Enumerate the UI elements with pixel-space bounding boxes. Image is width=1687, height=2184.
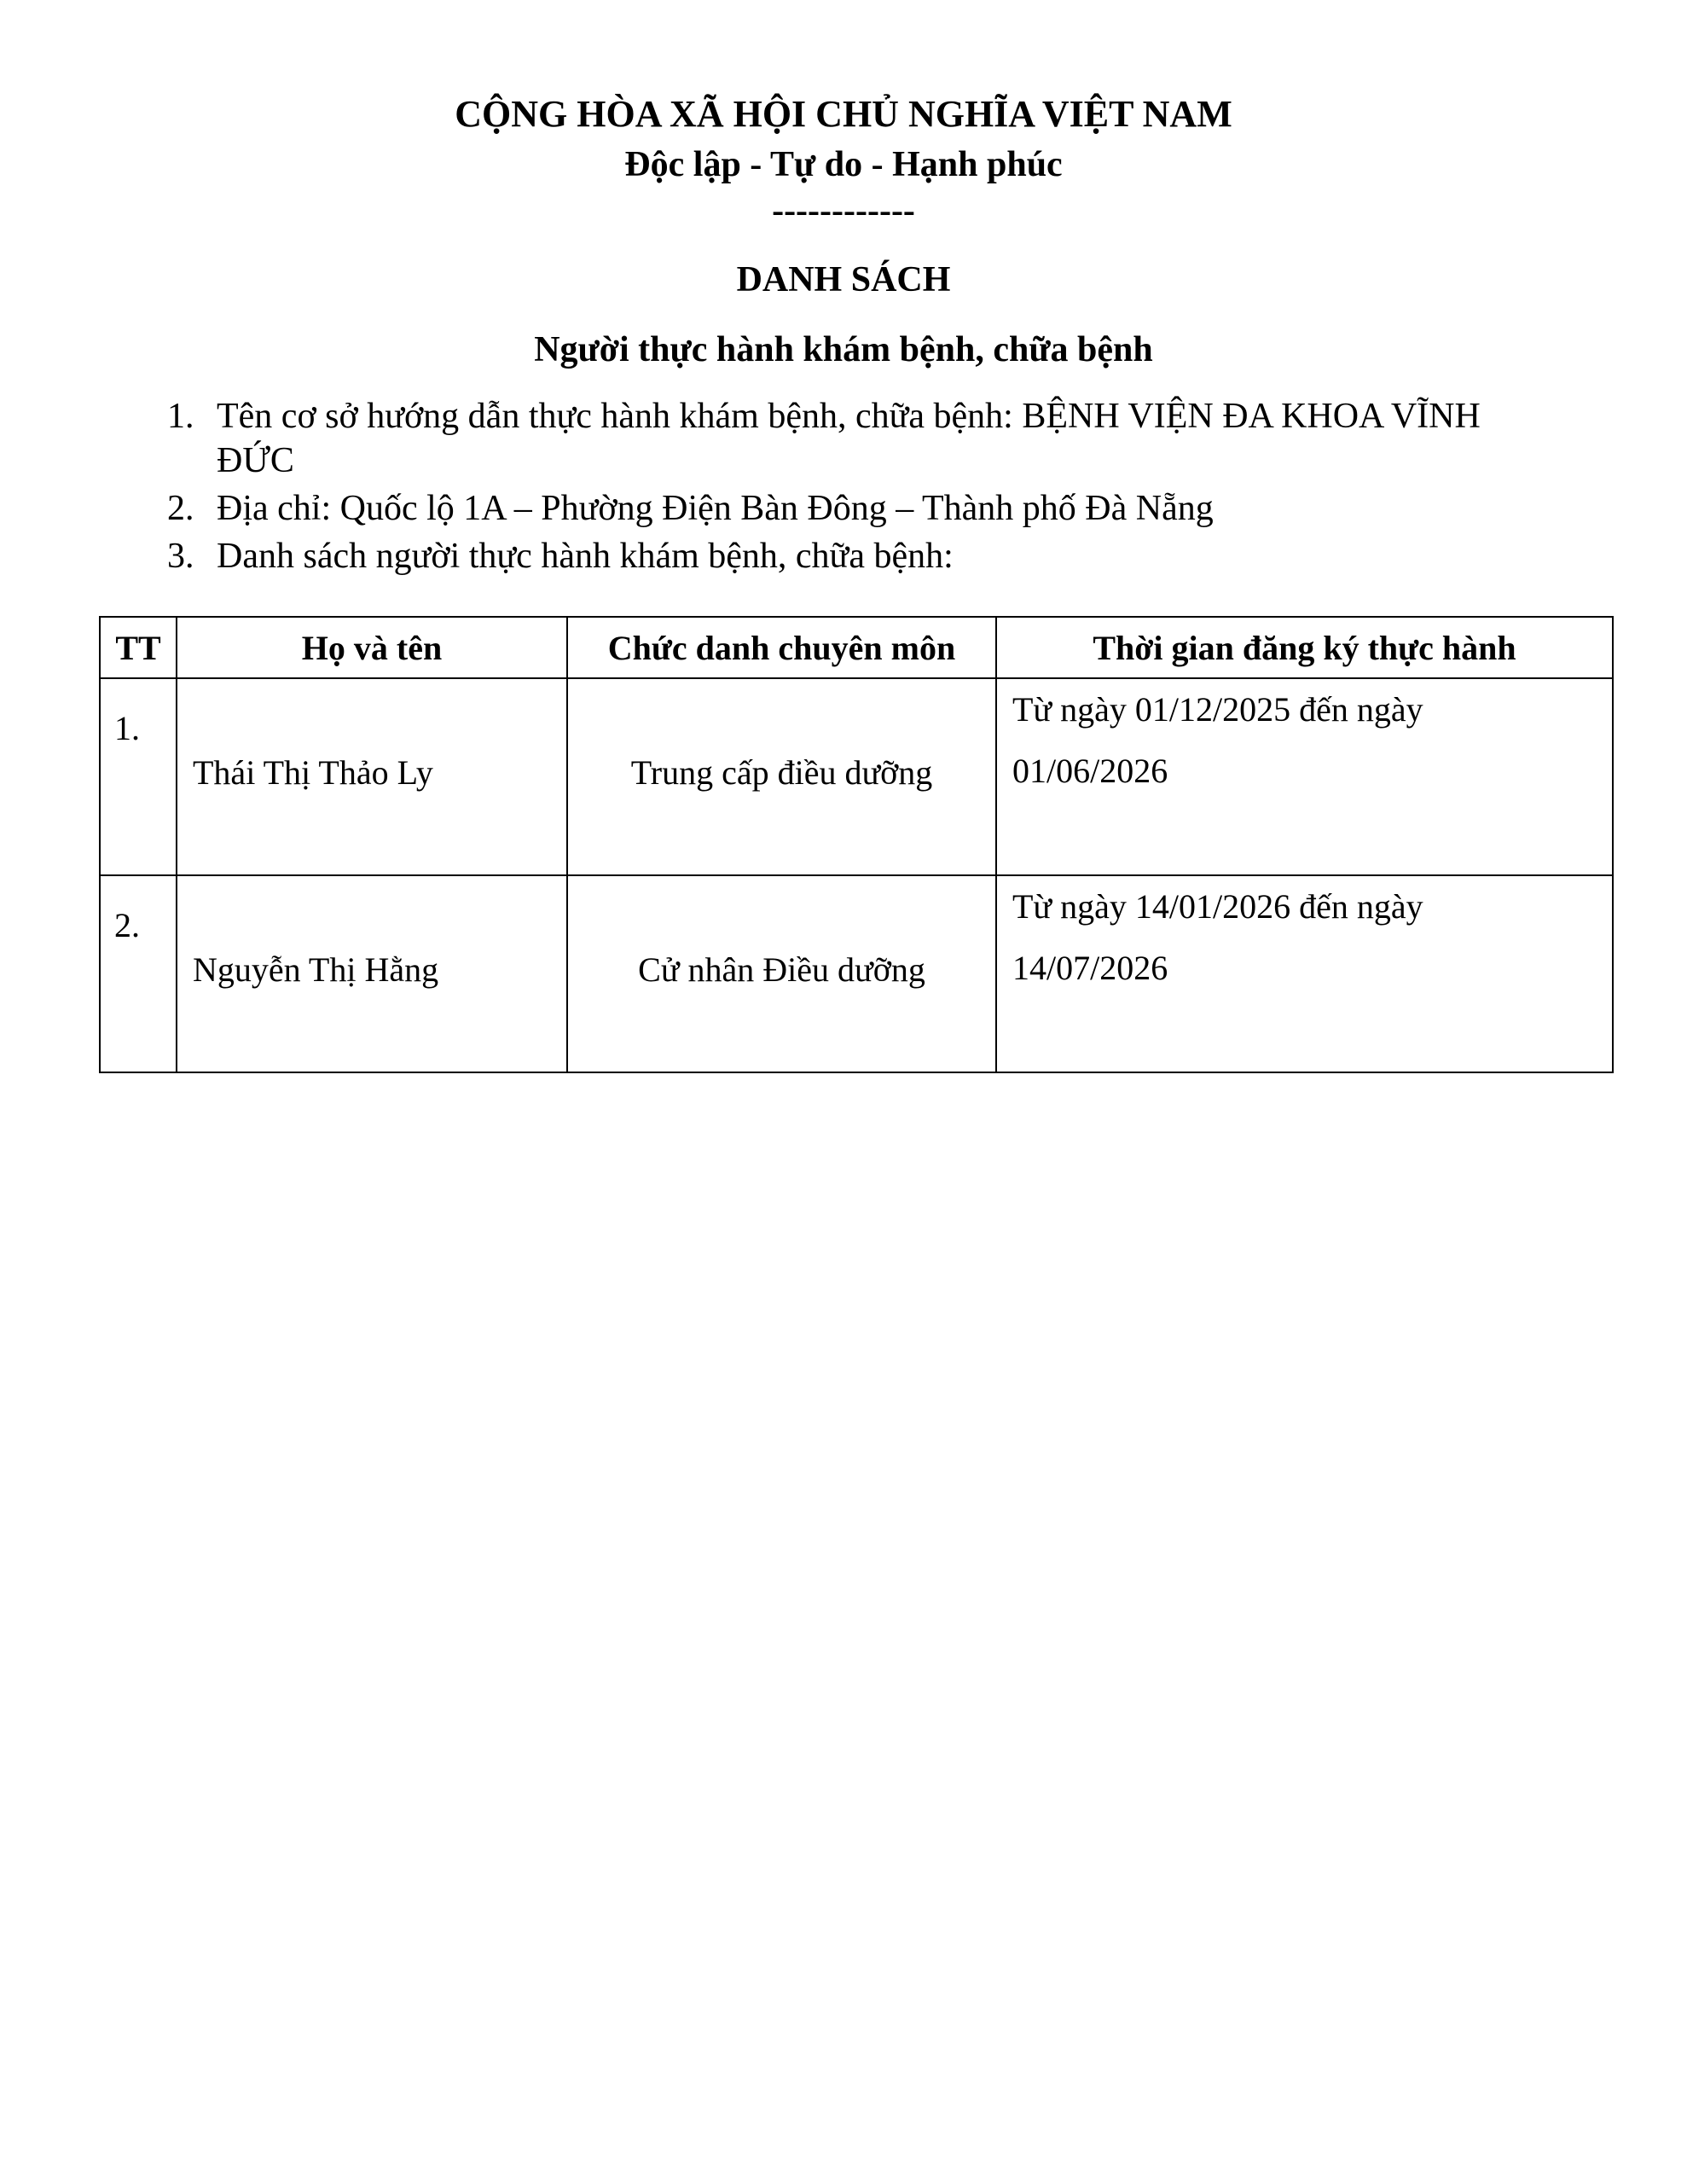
document-title: DANH SÁCH: [736, 260, 951, 299]
separator-line: ------------: [772, 191, 915, 230]
info-item-number: 2.: [167, 489, 194, 528]
cell-tt: 2.: [100, 875, 177, 1072]
time-line-start: Từ ngày 14/01/2026 đến ngày: [1012, 887, 1423, 926]
info-list: [167, 394, 1532, 582]
practitioners-table: [99, 616, 1614, 1073]
cell-name: Thái Thị Thảo Ly: [177, 678, 567, 875]
cell-name: Nguyễn Thị Hằng: [177, 875, 567, 1072]
info-item-text: Tên cơ sở hướng dẫn thực hành khám bệnh, chữa bệnh: BỆNH VIỆN ĐA KHOA VĨNH ĐỨC: [217, 397, 1481, 480]
document-subtitle: Người thực hành khám bệnh, chữa bệnh: [534, 330, 1153, 369]
cell-time: [996, 875, 1613, 1072]
cell-title: Trung cấp điều dưỡng: [567, 678, 996, 875]
time-line-start: Từ ngày 01/12/2025 đến ngày: [1012, 690, 1423, 729]
cell-time: [996, 678, 1613, 875]
info-item-address: [167, 486, 1532, 531]
column-header-title: Chức danh chuyên môn: [567, 617, 996, 678]
motto: Độc lập - Tự do - Hạnh phúc: [624, 145, 1063, 184]
info-item-number: 3.: [167, 537, 194, 576]
table-row: [100, 678, 1613, 875]
cell-title: Cử nhân Điều dưỡng: [567, 875, 996, 1072]
column-header-time: Thời gian đăng ký thực hành: [996, 617, 1613, 678]
info-item-number: 1.: [167, 397, 194, 436]
column-header-name: Họ và tên: [177, 617, 567, 678]
info-item-list-label: [167, 534, 1532, 578]
table-header-row: [100, 617, 1613, 678]
time-line-end: 14/07/2026: [1012, 949, 1168, 987]
cell-tt: 1.: [100, 678, 177, 875]
info-item-text: Địa chỉ: Quốc lộ 1A – Phường Điện Bàn Đông – Thành phố Đà Nẵng: [217, 489, 1214, 528]
table-row: [100, 875, 1613, 1072]
info-item-text: Danh sách người thực hành khám bệnh, chữa bệnh:: [217, 537, 954, 576]
national-title: CỘNG HÒA XÃ HỘI CHỦ NGHĨA VIỆT NAM: [455, 93, 1232, 135]
column-header-tt: TT: [100, 617, 177, 678]
time-line-end: 01/06/2026: [1012, 752, 1168, 790]
info-item-facility: [167, 394, 1532, 483]
